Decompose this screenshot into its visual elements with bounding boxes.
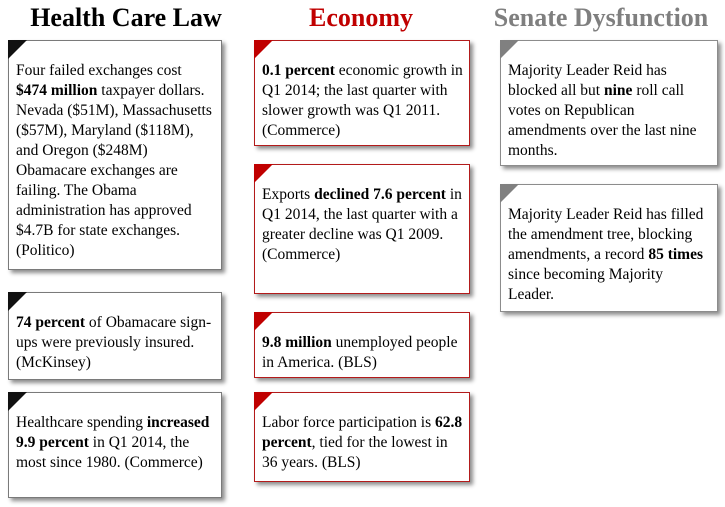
economy-box-text: 9.8 million unemployed people in America. (BLS) [262,334,458,371]
economy-box-text: Labor force participation is 62.8 percent, tied for the lowest in 36 years. (BLS) [262,414,463,471]
corner-marker [8,392,27,411]
corner-marker [254,392,273,411]
law-box-text: Healthcare spending increased 9.9 percent in Q1 2014, the most since 1980. (Commerce) [16,414,210,471]
economy-box-text: Exports declined 7.6 percent in Q1 2014, the last quarter with a greater decline was Q1 2009. (Commerce) [262,186,462,263]
corner-marker [500,40,519,59]
corner-marker [254,312,273,331]
senate-box-text: Majority Leader Reid has filled the amendment tree, blocking amendments, a record 85 times since becoming Majority Leader. [508,206,704,303]
law-box-healthcare-spending [8,392,222,498]
economy-box-labor-force [254,392,470,482]
corner-marker [500,184,519,203]
corner-marker [8,292,27,311]
law-box-text: Four failed exchanges cost $474 million taxpayer dollars. Nevada ($51M), Massachusetts ($57M), Maryland ($118M), and Oregon ($248M) Obamacare exchanges are failing. The Obama administration has approved $4.7B for state exchanges. (Politico) [16,62,212,259]
column-title-health-care-law: Health Care Law [30,3,222,32]
corner-marker [8,40,27,59]
economy-box-unemployed [254,312,470,378]
law-box-failed-exchanges [8,40,222,270]
corner-marker [254,164,273,183]
senate-box-text: Majority Leader Reid has blocked all but nine roll call votes on Republican amendments over the last nine months. [508,62,697,159]
law-box-previously-insured [8,292,222,380]
economy-box-exports [254,164,470,294]
column-title-economy: Economy [309,3,413,32]
economy-box-text: 0.1 percent economic growth in Q1 2014; the last quarter with slower growth was Q1 2011. (Commerce) [262,62,463,139]
senate-box-roll-call-votes [500,40,718,166]
corner-marker [254,40,273,59]
economy-box-growth [254,40,470,146]
column-title-senate-dysfunction: Senate Dysfunction [493,3,709,32]
senate-box-amendment-tree [500,184,718,312]
law-box-text: 74 percent of Obamacare sign-ups were previously insured. (McKinsey) [16,314,212,371]
